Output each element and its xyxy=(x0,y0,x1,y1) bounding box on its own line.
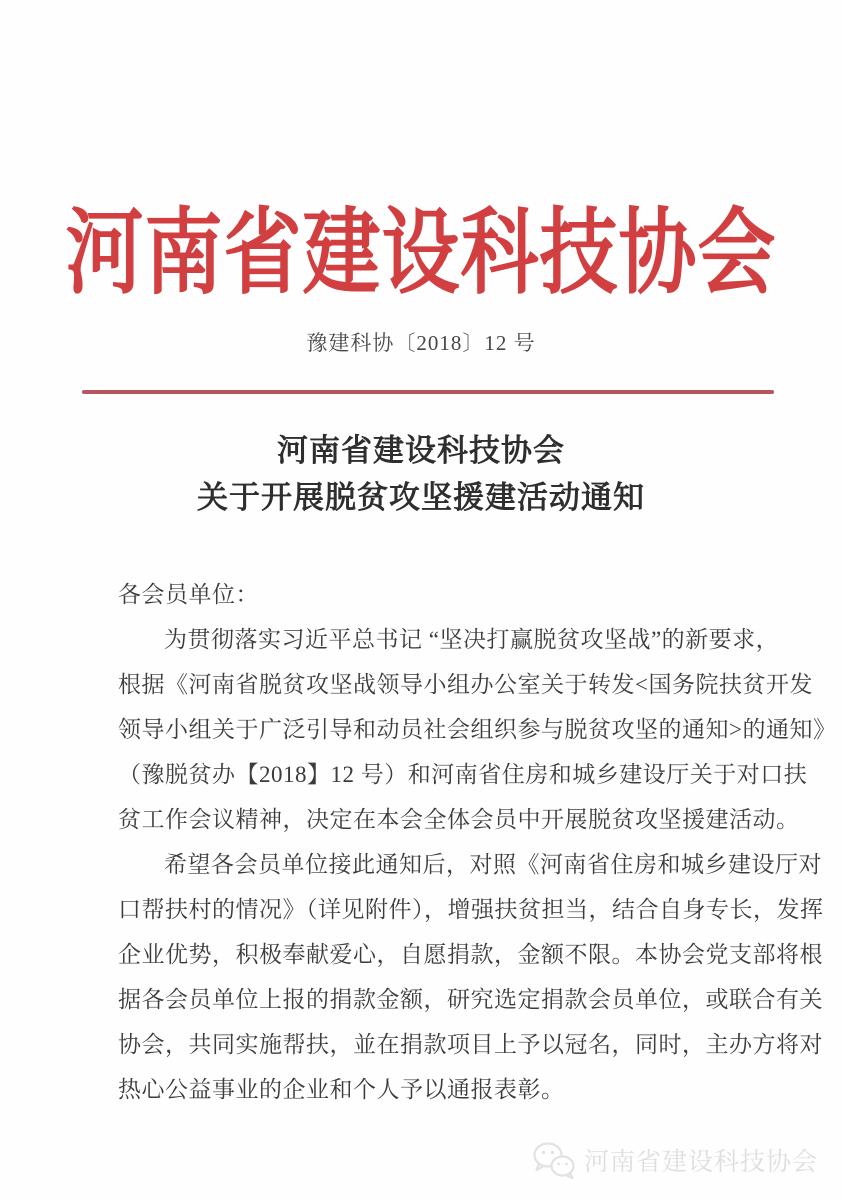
body-line: 热心公益事业的企业和个人予以通报表彰。 xyxy=(118,1077,565,1102)
document-body xyxy=(118,572,837,1112)
body-line: 根据《河南省脱贫攻坚战领导小组办公室关于转发<国务院扶贫开发 xyxy=(118,672,813,697)
footer-brand: 河南省建设科技协会 xyxy=(583,1149,818,1176)
wechat-icon xyxy=(531,1140,577,1180)
body-line: （豫脱贫办【2018】12 号）和河南省住房和城乡建设厅关于对口扶 xyxy=(118,762,808,787)
body-line: 希望各会员单位接此通知后，对照《河南省住房和城乡建设厅对 xyxy=(164,852,822,877)
body-line: 贫工作会议精神，决定在本会全体会员中开展脱贫攻坚援建活动。 xyxy=(118,807,800,832)
doc-number: 豫建科协〔2018〕12 号 xyxy=(306,331,536,355)
body-line: 为贯彻落实习近平总书记 “坚决打赢脱贫攻坚战”的新要求， xyxy=(164,627,780,652)
watermark-footer xyxy=(531,1140,818,1180)
body-line: 口帮扶村的情况》（详见附件），增强扶贫担当，结合自身专长，发挥 xyxy=(118,897,824,922)
doc-title-line-1: 河南省建设科技协会 xyxy=(277,433,565,468)
body-line: 协会，共同实施帮扶，並在捐款项目上予以冠名，同时，主办方将对 xyxy=(118,1032,823,1057)
doc-title-line-2: 关于开展脱贫攻坚援建活动通知 xyxy=(197,480,645,515)
salutation: 各会员单位： xyxy=(118,582,259,607)
red-divider-line xyxy=(82,390,774,394)
body-line: 领导小组关于广泛引导和动员社会组织参与脱贫攻坚的通知>的通知》 xyxy=(118,717,837,742)
org-masthead: 河南省建设科技协会 xyxy=(65,200,777,306)
body-line: 企业优势，积极奉献爱心，自愿捐款，金额不限。本协会党支部将根 xyxy=(118,942,823,967)
body-line: 据各会员单位上报的捐款金额，研究选定捐款会员单位，或联合有关 xyxy=(118,987,823,1012)
doc-title xyxy=(0,427,842,521)
